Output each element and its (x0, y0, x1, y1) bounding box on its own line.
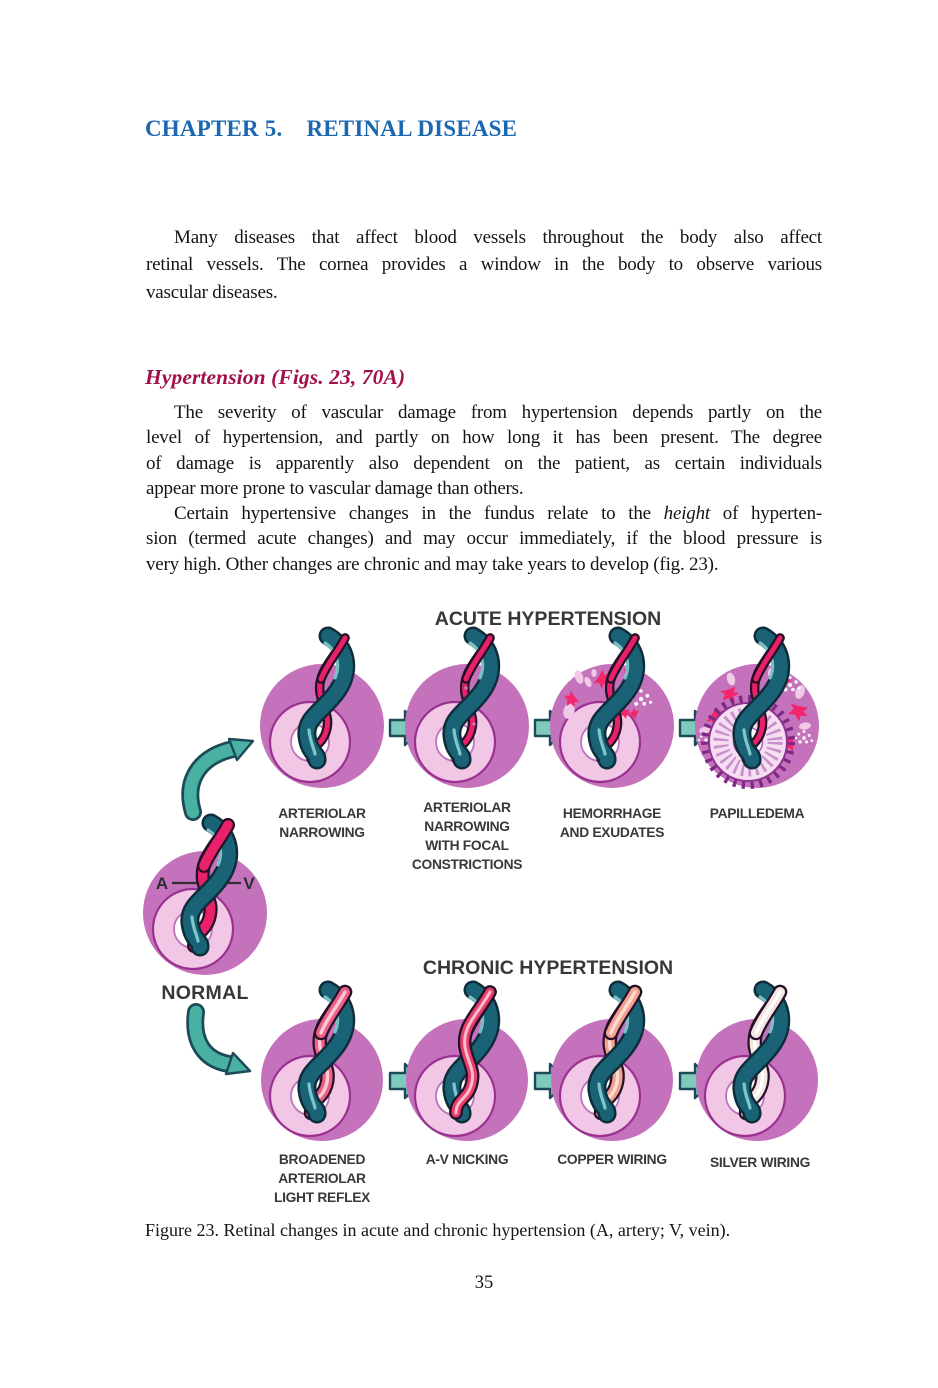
normal-label: NORMAL (161, 982, 249, 1004)
changes-paragraph (146, 501, 822, 577)
figure-label-line: CONSTRICTIONS (411, 857, 523, 872)
figure-label-line: LIGHT REFLEX (273, 1190, 371, 1205)
text-line: vascular diseases. (146, 281, 278, 303)
text-line: Many diseases that affect blood vessels throughout the body also affect (174, 227, 822, 248)
text-line: of damage is apparently also dependent on the patient, as certain individuals (146, 452, 822, 474)
fundus-papilledema (695, 636, 819, 788)
figure-label-line: BROADENED (278, 1152, 366, 1167)
text-line: level of hypertension, and partly on how long it has been present. The degree (146, 427, 822, 449)
chronic-row-title: CHRONIC HYPERTENSION (422, 957, 674, 979)
figure-label-line: ARTERIOLAR (423, 800, 511, 815)
italic-word: height (663, 503, 710, 524)
text-span: Certain hypertensive changes in the fundus relate to the (174, 503, 664, 524)
fundus-silver-wiring (696, 990, 818, 1141)
text-line: The severity of vascular damage from hypertension depends partly on the (174, 402, 822, 423)
fundus-focal-constrictions (405, 636, 529, 788)
text-line (146, 501, 822, 526)
text-line: very high. Other changes are chronic and may take years to develop (fig. 23). (146, 553, 719, 575)
figure-label-line: AND EXUDATES (559, 825, 665, 840)
figure-label-line: COPPER WIRING (557, 1152, 667, 1167)
vein-abbr-label: V (243, 874, 255, 893)
section-heading: Hypertension (Figs. 23, 70A) (145, 364, 406, 389)
figure-label-line: WITH FOCAL (425, 838, 509, 853)
text-line: appear more prone to vascular damage than others. (146, 478, 524, 500)
label-papilledema (710, 806, 805, 821)
label-silver-wiring (710, 1155, 810, 1170)
figure-label-line: HEMORRHAGE (562, 806, 662, 821)
figure-label-line: NARROWING (424, 819, 510, 834)
figure-label-line: SILVER WIRING (709, 1155, 811, 1170)
fundus-broadened-reflex (261, 990, 383, 1141)
fundus-copper-wiring (551, 990, 673, 1141)
fundus-arteriolar-narrowing (260, 636, 384, 788)
fundus-hemorrhage-exudates (550, 636, 674, 788)
severity-paragraph (146, 400, 822, 502)
figure-label-line: A-V NICKING (425, 1152, 509, 1167)
chapter-title (145, 116, 517, 142)
label-copper-wiring (557, 1152, 667, 1167)
fundus-av-nicking (406, 990, 528, 1141)
text-span: of hyperten- (709, 503, 822, 524)
figure-label-line: PAPILLEDEMA (709, 806, 805, 821)
chapter-name: RETINAL DISEASE (306, 116, 518, 142)
figure-label-line: ARTERIOLAR (278, 806, 366, 821)
acute-row-title: ACUTE HYPERTENSION (434, 608, 662, 630)
chapter-number: CHAPTER 5. (145, 116, 283, 142)
fundus-normal (143, 823, 267, 975)
label-focal-constrictions (412, 800, 522, 872)
text-line: sion (termed acute changes) and may occur immediately, if the blood pressure is (146, 528, 822, 550)
figure-label-line: ARTERIOLAR (278, 1171, 366, 1186)
text-line: retinal vessels. The cornea provides a window in the body to observe various (146, 254, 822, 276)
intro-paragraph (146, 224, 822, 306)
page-number: 35 (474, 1273, 494, 1293)
label-arteriolar-narrowing (278, 806, 366, 840)
curved-down-arrow-icon (195, 1012, 250, 1074)
label-hemorrhage-exudates (560, 806, 664, 840)
label-broadened-reflex (274, 1152, 371, 1205)
figure-caption: Figure 23. Retinal changes in acute and chronic hypertension (A, artery; V, vein). (145, 1220, 731, 1240)
artery-abbr-label: A (155, 874, 169, 893)
label-av-nicking (426, 1152, 509, 1167)
figure-label-line: NARROWING (279, 825, 365, 840)
curved-up-arrow-icon (190, 739, 253, 812)
figure-23 (0, 595, 938, 1220)
